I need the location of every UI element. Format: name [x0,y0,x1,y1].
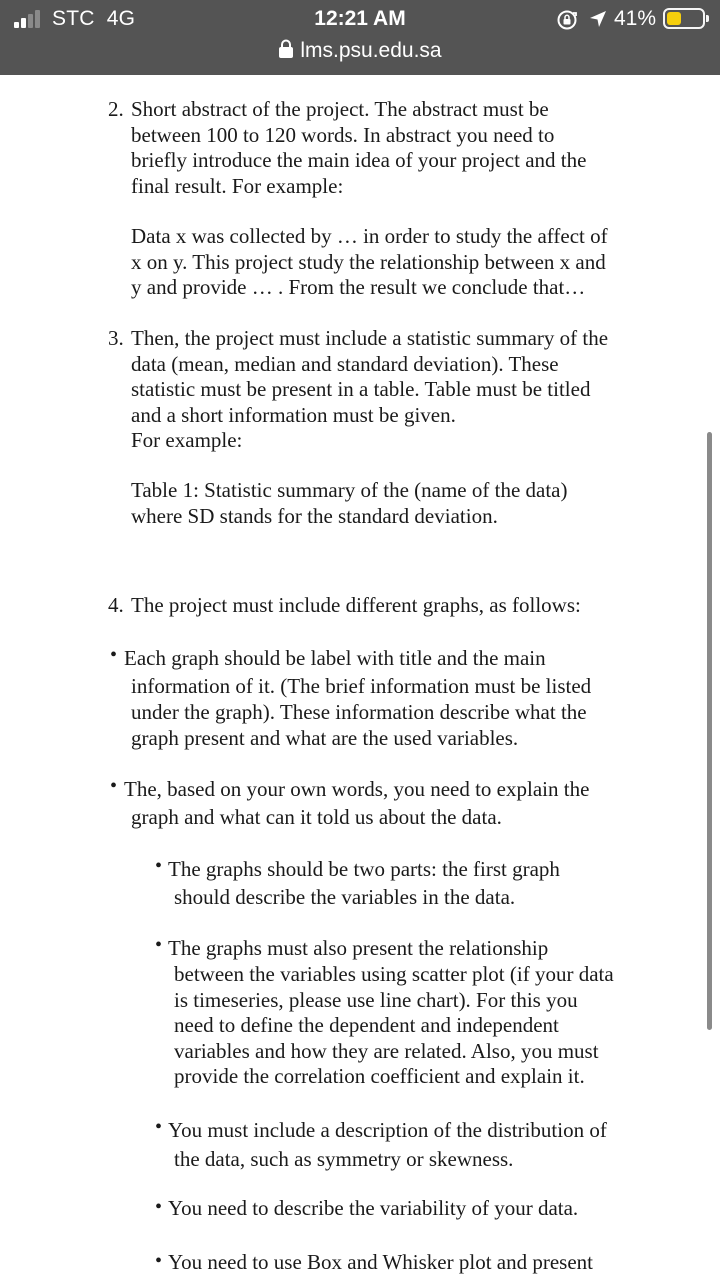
text-line: under the graph). These information describe what the [131,700,587,724]
text-line: For example: [131,428,243,452]
battery-percentage: 41% [614,7,657,30]
item-3-text [131,326,608,454]
text-line: Then, the project must include a statistic summary of the [131,326,609,350]
text-line: provide the correlation coefficient and explain it. [174,1064,585,1088]
text-line: data (mean, median and standard deviation). These [131,351,559,376]
address-bar[interactable] [0,39,720,63]
text-line: is timeseries, please use line chart). For this you [174,987,578,1012]
text-line: final result. For example: [131,173,344,198]
text-line: You need to use Box and Whisker plot and present [168,1250,594,1274]
text-line: and a short information must be given. [131,402,456,427]
sub-bullet-text [168,1196,578,1222]
text-line: Table 1: Statistic summary of the (name of the data) [131,478,568,502]
bullet-icon: • [155,934,163,956]
text-line: Data x was collected by … in order to study the affect of [131,224,608,248]
item-number: 2. [108,97,124,121]
abstract-example [131,224,608,301]
sub-bullet-text [168,1250,593,1276]
bullet-text [124,775,589,831]
table-caption-example [131,478,567,529]
item-4-text [131,593,581,619]
rotation-lock-icon [556,9,578,31]
vertical-scrollbar[interactable] [707,432,712,1030]
text-line: y and provide … . From the result we conclude that… [131,275,586,299]
battery-icon [663,8,705,29]
text-line: The project must include different graphs, as follows: [131,593,581,617]
sub-bullet-text [168,1116,607,1174]
text-line: variables and how they are related. Also, you must [174,1038,599,1063]
bullet-icon: • [110,644,118,666]
url-text: lms.psu.edu.sa [300,39,442,62]
text-line: need to define the dependent and independent [174,1013,559,1037]
item-number: 3. [108,326,124,350]
lock-icon [278,39,294,59]
bullet-icon: • [110,775,118,797]
text-line: briefly introduce the main idea of your project and the [131,148,587,172]
text-line: graph and what can it told us about the data. [131,805,502,829]
sub-bullet-text [168,855,560,911]
text-line: Each graph should be label with title and the main [124,646,546,670]
document-page [0,75,720,1280]
battery-level-fill [667,12,681,25]
text-line: between 100 to 120 words. In abstract you need to [131,122,555,147]
text-line: graph present and what are the used variables. [131,725,519,750]
text-line: should describe the variables in the data. [174,885,516,909]
text-line: between the variables using scatter plot (if your data [174,962,614,986]
bullet-text [124,644,591,751]
item-2-text [131,97,586,199]
carrier-label: STC 4G [52,7,136,30]
text-line: where SD stands for the standard deviation. [131,503,498,528]
bullet-icon: • [155,855,163,877]
text-line: The graphs must also present the relationship [168,936,549,960]
clock: 12:21 AM [314,7,406,30]
text-line: Short abstract of the project. The abstract must be [131,97,549,121]
location-arrow-icon [588,9,608,29]
bullet-icon: • [155,1116,163,1138]
bullet-icon: • [155,1196,163,1218]
browser-status-bar [0,0,720,75]
text-line: x on y. This project study the relationship between x and [131,249,606,274]
bullet-icon: • [155,1250,163,1272]
text-line: You must include a description of the distribution of [168,1118,607,1142]
text-line: The, based on your own words, you need to explain the [124,777,590,801]
text-line: You need to describe the variability of your data. [168,1196,579,1220]
item-number: 4. [108,593,124,617]
text-line: statistic must be present in a table. Table must be titled [131,377,591,401]
sub-bullet-text [168,934,614,1090]
text-line: the data, such as symmetry or skewness. [174,1147,514,1171]
text-line: information of it. (The brief information must be listed [131,674,592,698]
text-line: The graphs should be two parts: the first graph [168,857,560,881]
